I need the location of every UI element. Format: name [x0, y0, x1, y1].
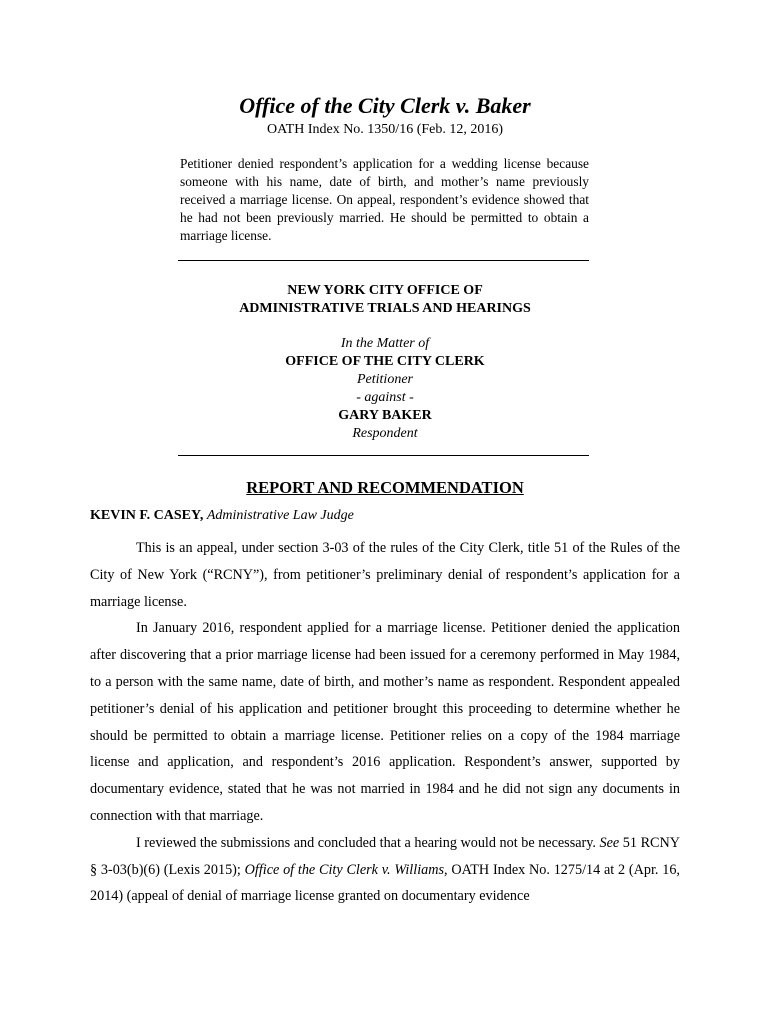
respondent-role: Respondent	[352, 426, 418, 441]
judge-name: KEVIN F. CASEY,	[90, 508, 204, 523]
see-signal: See	[599, 834, 620, 851]
cited-case-name: Office of the City Clerk v. Williams	[244, 861, 444, 878]
respondent-name: GARY BAKER	[338, 408, 432, 423]
report-heading: REPORT AND RECOMMENDATION	[246, 478, 524, 497]
case-summary: Petitioner denied respondent’s application for a wedding license because someone with his name, date of birth, and mother’s name previously received a marriage license. On appeal, respondent’s evidence showed that he had not been previously married. He should be permitted to obtain a marriage license.	[180, 156, 589, 243]
top-divider	[178, 260, 589, 261]
against-label: - against -	[356, 390, 414, 405]
case-title: Office of the City Clerk v. Baker	[239, 93, 531, 118]
agency-line-2: ADMINISTRATIVE TRIALS AND HEARINGS	[239, 301, 531, 316]
in-the-matter-label: In the Matter of	[340, 336, 430, 351]
report-body-visible	[90, 535, 680, 910]
paragraph-2: In January 2016, respondent applied for a marriage license. Petitioner denied the application after discovering that a prior marriage license had been issued for a ceremony performed in May 1984, to a person with the same name, date of birth, and mother’s name as respondent. Respondent appealed petitioner’s denial of his application and petitioner brought this proceeding to determine whether he should be permitted to obtain a marriage license. Petitioner relies on a copy of the 1984 marriage license and application, and respondent’s 2016 application. Respondent’s answer, supported by documentary evidence, stated that he was not married in 1984 and he did not sign any documents in connection with that marriage.	[90, 620, 680, 824]
paragraph-3-text-b: 51 RCNY § 3-03(b)(6) (Lexis 2015);	[90, 834, 680, 878]
judge-line	[90, 508, 354, 524]
petitioner-role: Petitioner	[357, 372, 413, 387]
report-body	[90, 535, 680, 910]
paragraph-3-text-a: I reviewed the submissions and concluded that a hearing would not be necessary.	[136, 834, 600, 851]
oath-index-line: OATH Index No. 1350/16 (Feb. 12, 2016)	[266, 122, 504, 137]
agency-line-1: NEW YORK CITY OFFICE OF	[287, 283, 483, 298]
paragraph-3	[90, 830, 680, 910]
agency-heading	[0, 282, 770, 318]
bottom-divider	[178, 455, 589, 456]
petitioner-name: OFFICE OF THE CITY CLERK	[285, 354, 485, 369]
paragraph-3-text-c: , OATH Index No. 1275/14 at 2 (Apr. 16, 2014) (appeal of denial of marriage license granted on documentary evidence	[90, 861, 680, 905]
paragraph-1: This is an appeal, under section 3-03 of the rules of the City Clerk, title 51 of the Rules of the City of New York (“RCNY”), from petitioner’s preliminary denial of respondent’s application for a marriage license.	[90, 540, 680, 610]
case-caption	[0, 335, 770, 443]
judge-title: Administrative Law Judge	[206, 508, 354, 523]
